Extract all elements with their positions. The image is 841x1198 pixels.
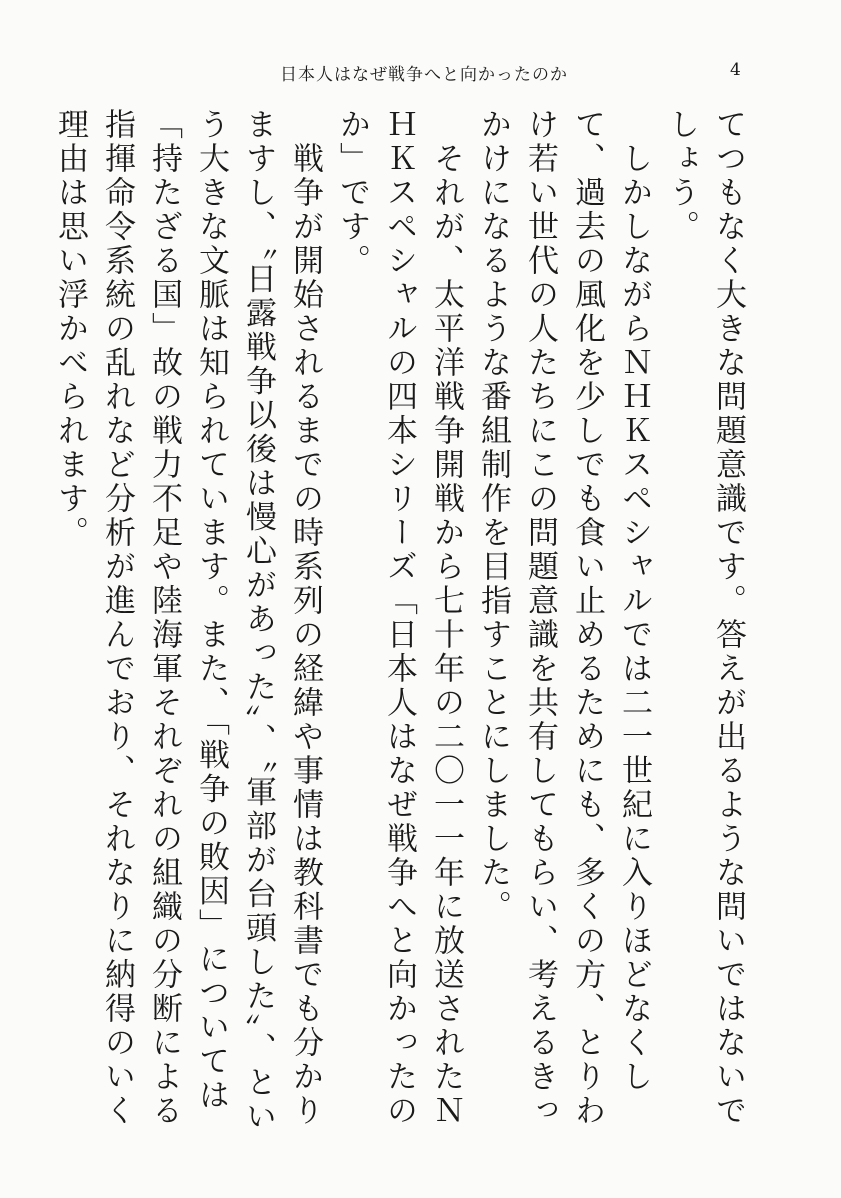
paragraph-1: てつもなく大きな問題意識です。答えが出るような問いではないでしょう。	[663, 108, 746, 1128]
paragraph-2: しかしながらＮＨＫスペシャルでは二一世紀に入りほどなくして、過去の風化を少しでも食い止めるためにも、多くの方、とりわけ若い世代の人たちにこの問題意識を共有してもらい、考えるきっかけになるような番組制作を目指すことにしました。	[475, 108, 652, 1128]
page-number: 4	[730, 60, 741, 80]
body-text	[52, 108, 751, 1148]
running-header-title: 日本人はなぜ戦争へと向かったのか	[280, 65, 568, 85]
paragraph-4: 戦争が開始されるまでの時系列の経緯や事情は教科書でも分かりますし、〝日露戦争以後は慢心があった〟、〝軍部が台頭した〟、という大きな文脈は知られています。また、「戦争の敗因」については「持たざる国」故の戦力不足や陸海軍それぞれの組織の分断による指揮命令系統の乱れなど分析が進んでおり、それなりに納得のいく理由は思い浮かべられます。	[52, 108, 323, 1134]
paragraph-3: それが、太平洋戦争開戦から七十年の二〇一一年に放送されたＮＨＫスペシャルの四本シリーズ「日本人はなぜ戦争へと向かったのか」です。	[334, 108, 464, 1128]
